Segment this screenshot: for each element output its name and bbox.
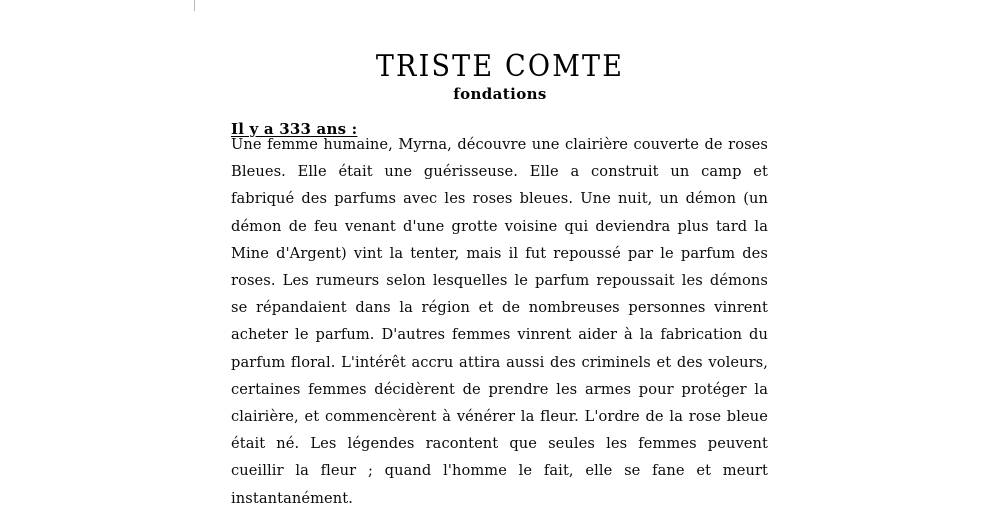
page-title: TRISTE COMTE [375,49,625,85]
top-edge-tick-mark [194,0,195,11]
section-heading: Il y a 333 ans : [231,120,358,138]
body-paragraph: Une femme humaine, Myrna, découvre une clairière couverte de roses Bleues. Elle était une guérisseuse. Elle a construit un camp et fabriqué des parfums avec les roses bleues. Une nuit, un démon (un démon de feu venant d'une grotte voisine qui deviendra plus tard la Mine d'Argent) vint la tenter, mais il fut repoussé par le parfum des roses. Les rumeurs selon lesquelles le parfum repoussait les démons se répandaient dans la région et de nombreuses personnes vinrent acheter le parfum. D'autres femmes vinrent aider à la fabrication du parfum floral. L'intérêt accru attira aussi des criminels et des voleurs, certaines femmes décidèrent de prendre les armes pour protéger la clairière, et commencèrent à vénérer la fleur. L'ordre de la rose bleue était né. Les légendes racontent que seules les femmes peuvent cueillir la fleur ; quand l'homme le fait, elle se fane et meurt instantanément. [231,136,768,507]
body-text-block [231,131,768,512]
page-subtitle: fondations [453,85,547,104]
